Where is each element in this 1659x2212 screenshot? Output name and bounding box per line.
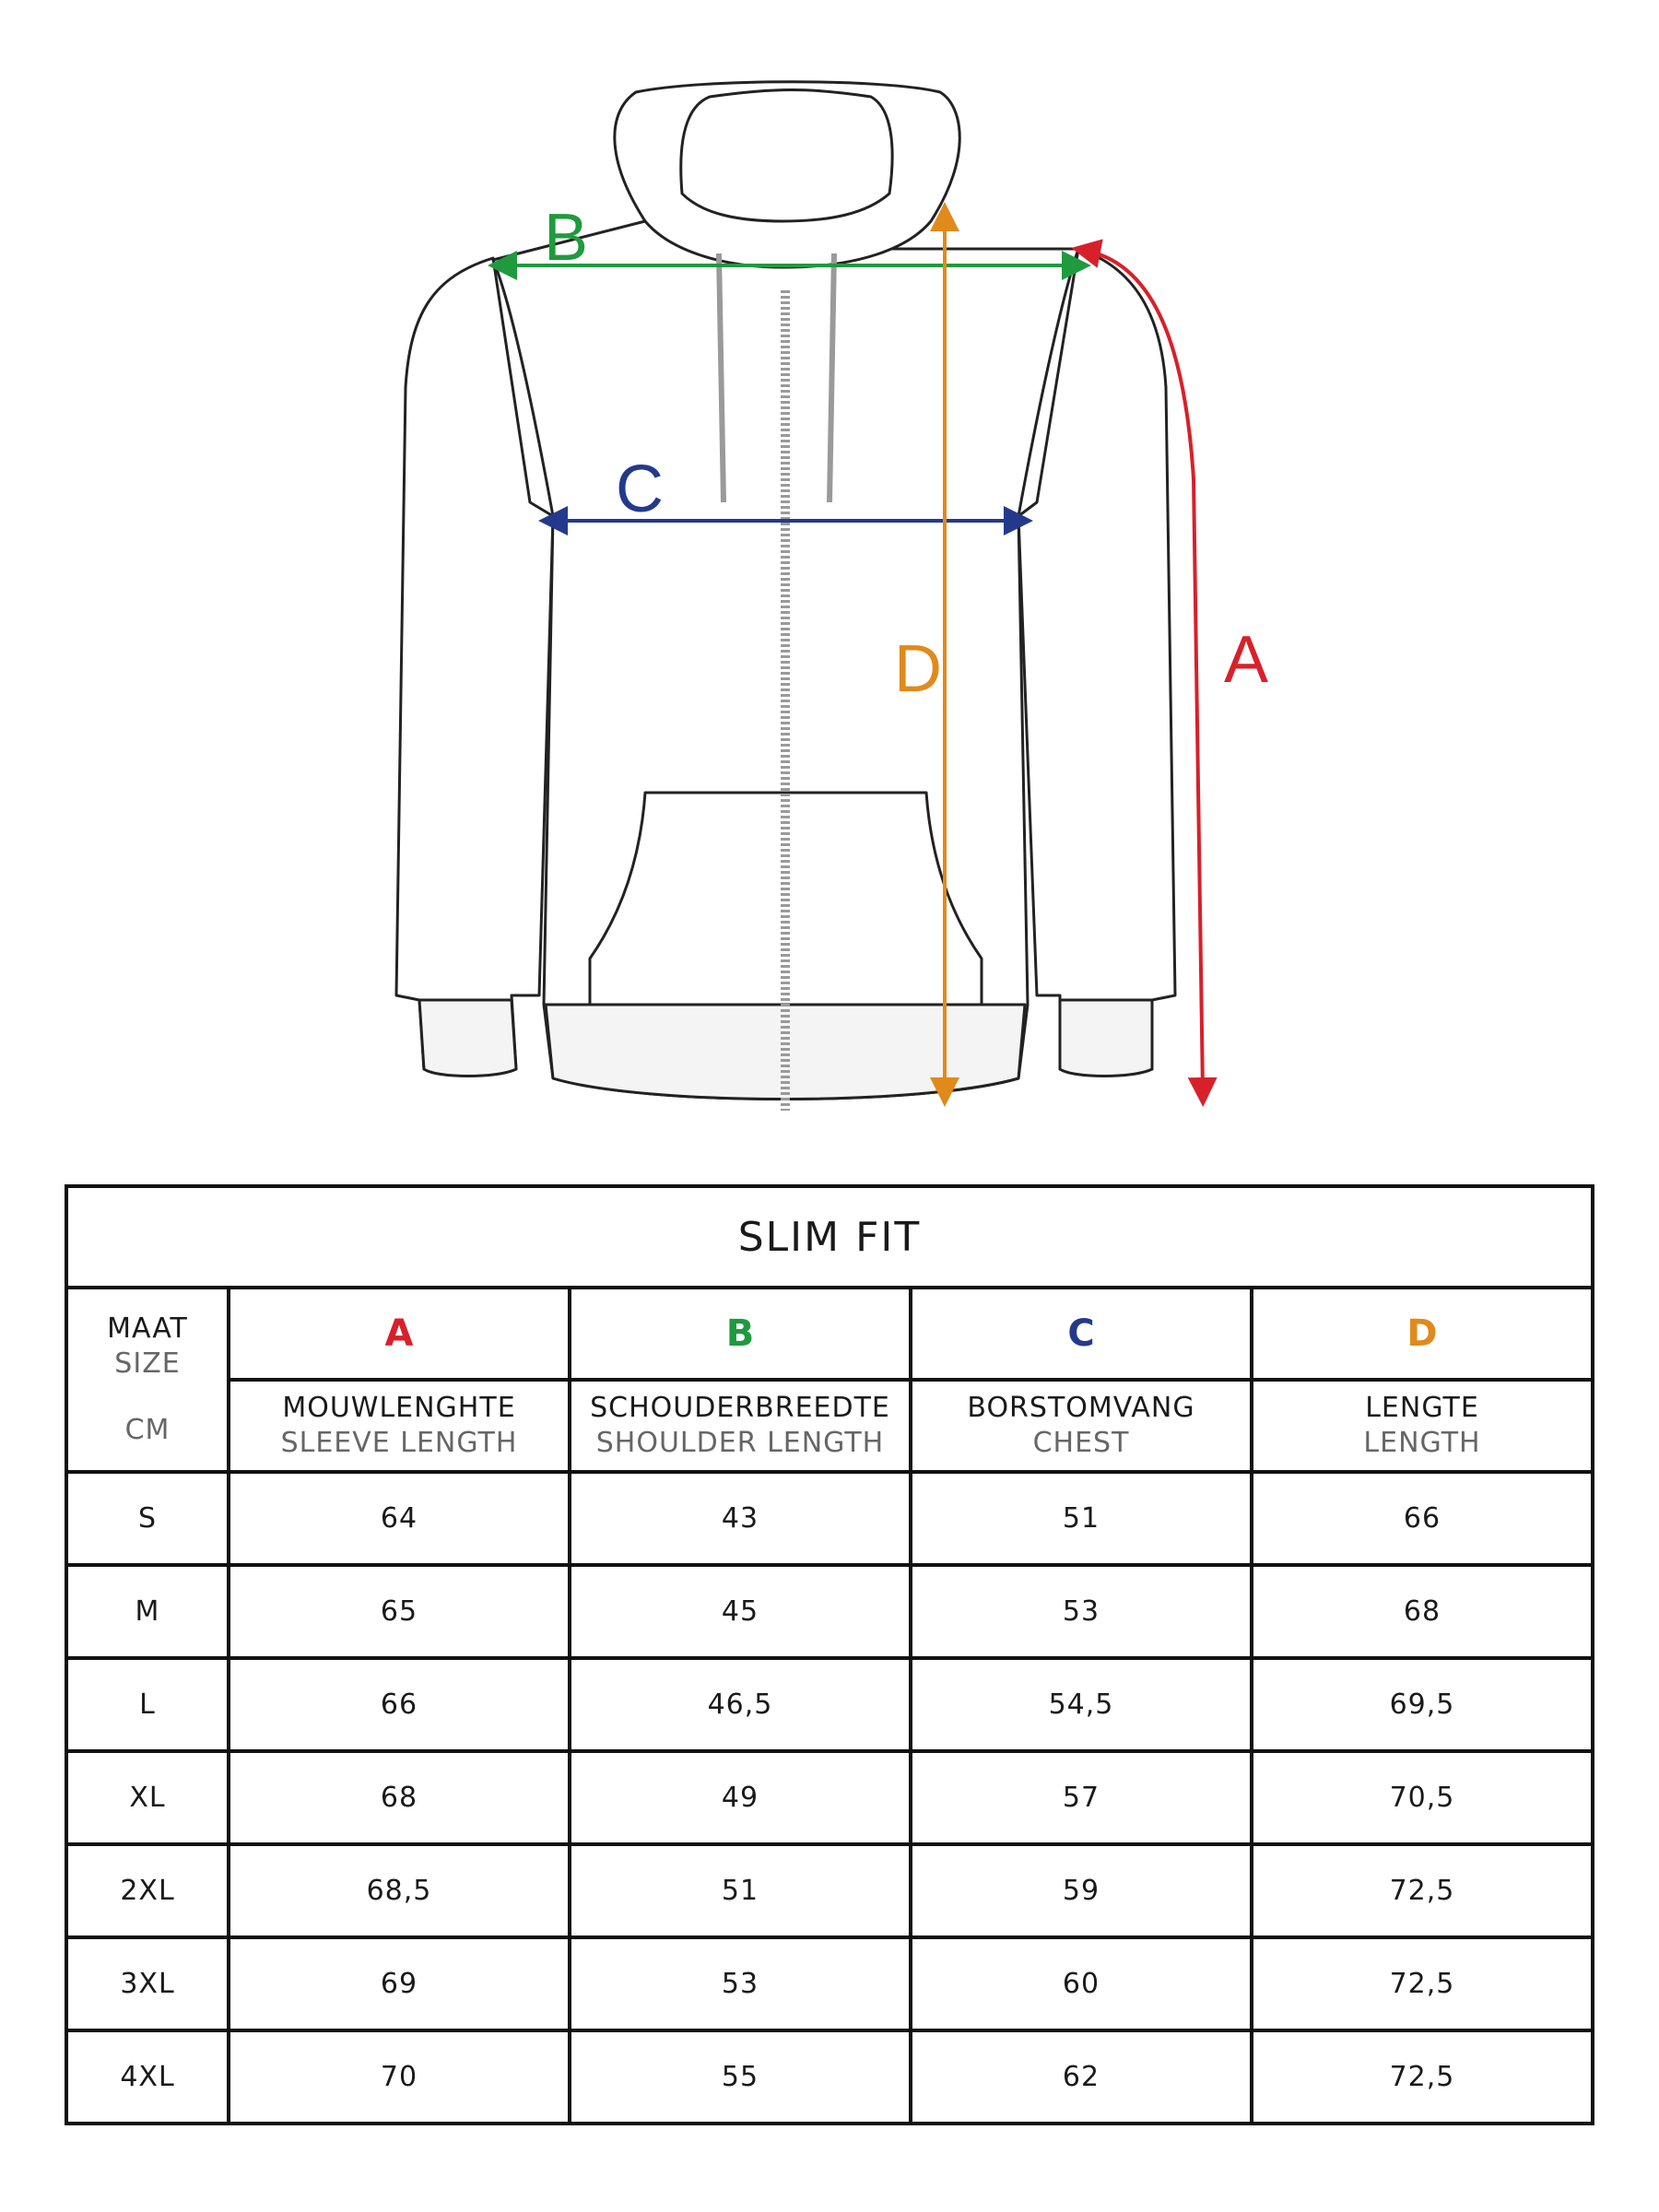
size-column-header: [66, 1288, 229, 1472]
value-cell-d: 69,5: [1252, 1658, 1593, 1751]
size-cell: 4XL: [66, 2030, 229, 2124]
value-cell-b: 53: [570, 1937, 911, 2030]
column-label-d: [1252, 1380, 1593, 1472]
hood-inner: [681, 90, 892, 222]
size-header-en: SIZE: [114, 1347, 181, 1380]
waistband: [546, 1005, 1025, 1100]
value-cell-a: 70: [229, 2030, 570, 2124]
column-letter-d: D: [1252, 1288, 1593, 1380]
value-cell-a: 68,5: [229, 1844, 570, 1937]
value-cell-c: 59: [911, 1844, 1252, 1937]
column-label-c-nl: BORSTOMVANG: [967, 1392, 1195, 1424]
measure-d-label: D: [894, 632, 942, 706]
value-cell-a: 65: [229, 1565, 570, 1658]
value-cell-a: 69: [229, 1937, 570, 2030]
column-letter-a: A: [229, 1288, 570, 1380]
size-cell: L: [66, 1658, 229, 1751]
value-cell-d: 72,5: [1252, 2030, 1593, 2124]
table-row: [66, 1937, 1593, 2030]
value-cell-a: 68: [229, 1751, 570, 1844]
size-header-unit: CM: [124, 1414, 171, 1446]
value-cell-c: 57: [911, 1751, 1252, 1844]
size-chart-table: [65, 1184, 1594, 2125]
measure-b-label: B: [544, 201, 589, 275]
column-label-b: [570, 1380, 911, 1472]
table-row: [66, 2030, 1593, 2124]
value-cell-b: 49: [570, 1751, 911, 1844]
table-title: SLIM FIT: [66, 1186, 1593, 1288]
column-label-d-en: LENGTH: [1363, 1427, 1481, 1459]
column-label-c: [911, 1380, 1252, 1472]
column-label-c-en: CHEST: [1032, 1427, 1130, 1459]
size-cell: XL: [66, 1751, 229, 1844]
value-cell-d: 72,5: [1252, 1844, 1593, 1937]
value-cell-c: 54,5: [911, 1658, 1252, 1751]
column-letter-b: B: [570, 1288, 911, 1380]
size-cell: S: [66, 1472, 229, 1565]
value-cell-c: 53: [911, 1565, 1252, 1658]
value-cell-d: 70,5: [1252, 1751, 1593, 1844]
column-label-a-en: SLEEVE LENGTH: [280, 1427, 518, 1459]
value-cell-d: 66: [1252, 1472, 1593, 1565]
value-cell-d: 72,5: [1252, 1937, 1593, 2030]
table-row: [66, 1751, 1593, 1844]
measure-a-label: A: [1224, 623, 1269, 697]
right-cuff: [1060, 1000, 1152, 1077]
value-cell-b: 51: [570, 1844, 911, 1937]
value-cell-a: 64: [229, 1472, 570, 1565]
column-label-a-nl: MOUWLENGHTE: [282, 1392, 516, 1424]
size-header-nl: MAAT: [107, 1312, 188, 1345]
column-label-b-en: SHOULDER LENGTH: [595, 1427, 885, 1459]
table-row: [66, 1658, 1593, 1751]
value-cell-b: 55: [570, 2030, 911, 2124]
value-cell-d: 68: [1252, 1565, 1593, 1658]
value-cell-c: 51: [911, 1472, 1252, 1565]
size-cell: 2XL: [66, 1844, 229, 1937]
column-label-a: [229, 1380, 570, 1472]
value-cell-b: 43: [570, 1472, 911, 1565]
value-cell-a: 66: [229, 1658, 570, 1751]
column-letter-c: C: [911, 1288, 1252, 1380]
value-cell-c: 62: [911, 2030, 1252, 2124]
measure-c-label: C: [616, 453, 664, 526]
size-cell: M: [66, 1565, 229, 1658]
column-label-b-nl: SCHOUDERBREEDTE: [590, 1392, 890, 1424]
value-cell-b: 46,5: [570, 1658, 911, 1751]
column-label-d-nl: LENGTE: [1365, 1392, 1479, 1424]
value-cell-c: 60: [911, 1937, 1252, 2030]
size-cell: 3XL: [66, 1937, 229, 2030]
value-cell-b: 45: [570, 1565, 911, 1658]
table-row: [66, 1472, 1593, 1565]
table-row: [66, 1565, 1593, 1658]
table-row: [66, 1844, 1593, 1937]
left-cuff: [419, 1000, 516, 1077]
